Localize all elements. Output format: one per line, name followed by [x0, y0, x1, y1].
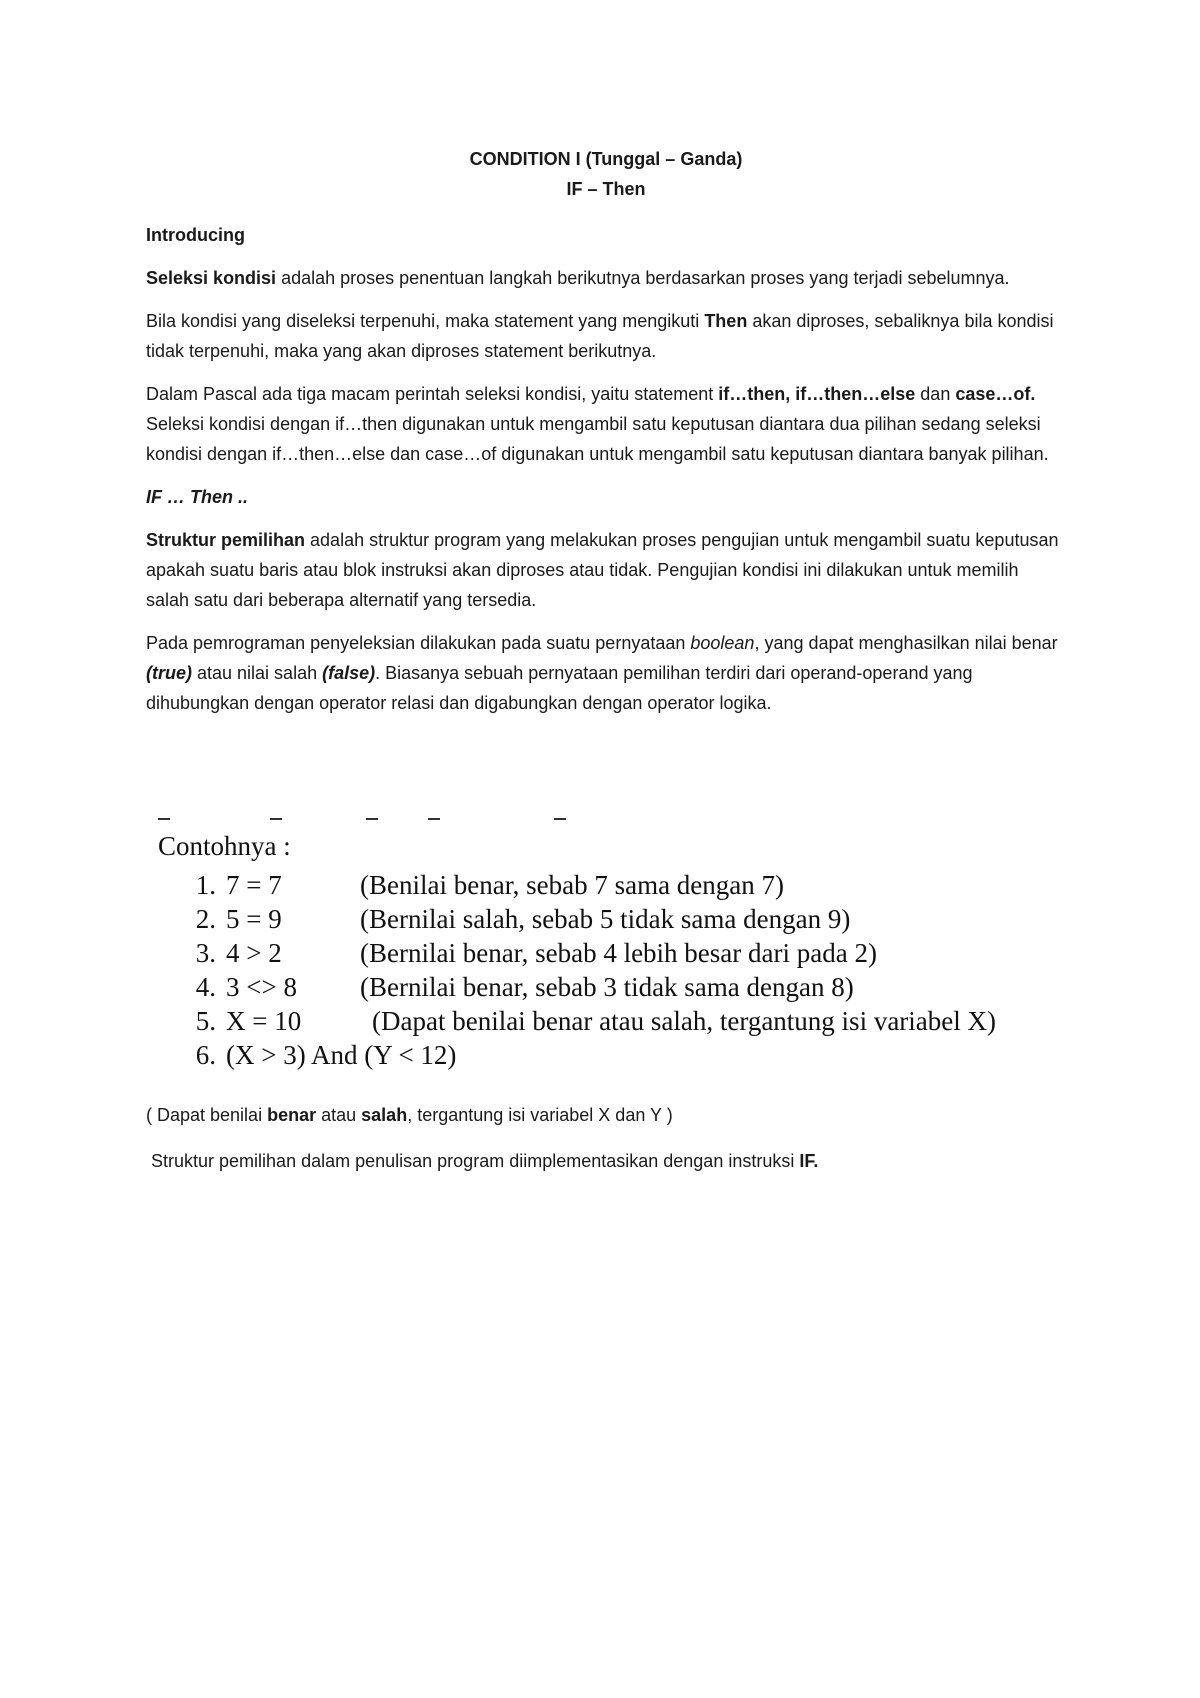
- example-note: (Dapat benilai benar atau salah, tergantung isi variabel X): [372, 1006, 997, 1036]
- example-number: 6.: [195, 1040, 216, 1070]
- bold-term: benar: [267, 1105, 317, 1125]
- section-heading-introducing: Introducing: [146, 225, 245, 245]
- document-body: [146, 140, 1066, 718]
- paragraph-text: Bila kondisi yang diseleksi terpenuhi, maka statement yang mengikuti: [146, 311, 705, 331]
- paragraph-text: atau nilai salah: [192, 663, 323, 683]
- paragraph-seleksi-kondisi: [146, 263, 1066, 293]
- dash-mark: [366, 818, 378, 820]
- paragraph-text: ( Dapat benilai: [146, 1105, 268, 1125]
- example-note: (Bernilai benar, sebab 4 lebih besar dari pada 2): [360, 938, 877, 968]
- italic-term: boolean: [690, 633, 755, 653]
- paragraph-text: , yang dapat menghasilkan nilai benar: [754, 633, 1058, 653]
- paragraph-text: atau: [316, 1105, 362, 1125]
- dash-mark: [428, 818, 440, 820]
- dash-mark: [554, 818, 566, 820]
- bold-italic-term: (true): [146, 663, 192, 683]
- example-note: (Benilai benar, sebab 7 sama dengan 7): [360, 870, 785, 900]
- document-title: CONDITION I (Tunggal – Ganda): [469, 149, 743, 169]
- paragraph-text: . Biasanya sebuah pernyataan pemilihan terdiri dari operand-operand yang dihubungkan dengan operator relasi dan digabungkan dengan operator logika.: [146, 663, 973, 713]
- example-number: 3.: [195, 938, 216, 968]
- bold-term: salah: [361, 1105, 408, 1125]
- example-expression: 7 = 7: [226, 870, 282, 900]
- paragraph-text: Pada pemrograman penyeleksian dilakukan pada suatu pernyataan: [146, 633, 691, 653]
- example-number: 4.: [195, 972, 216, 1002]
- example-number: 5.: [195, 1006, 216, 1036]
- dash-mark: [270, 818, 282, 820]
- example-expression: 4 > 2: [226, 938, 282, 968]
- paragraph-struktur-pemilihan: [146, 525, 1066, 615]
- paragraph-text: dan: [915, 384, 956, 404]
- example-expression: 3 <> 8: [226, 972, 297, 1002]
- bold-italic-term: (false): [322, 663, 376, 683]
- dash-mark: [158, 818, 170, 820]
- paragraph-text: Dalam Pascal ada tiga macam perintah seleksi kondisi, yaitu statement: [146, 384, 719, 404]
- example-expression: (X > 3) And (Y < 12): [226, 1040, 457, 1070]
- section-heading-if-then: IF … Then ..: [146, 487, 248, 507]
- paragraph-bila-kondisi: [146, 306, 1066, 366]
- paragraph-text: akan diproses, sebaliknya bila kondisi tidak terpenuhi, maka yang akan diproses statement berikutnya.: [146, 311, 1054, 361]
- document-subtitle: IF – Then: [566, 179, 646, 199]
- paragraph-text: Struktur pemilihan dalam penulisan program diimplementasikan dengan instruksi: [146, 1151, 800, 1171]
- paragraph-text: , tergantung isi variabel X dan Y ): [407, 1105, 673, 1125]
- bold-term: if…then, if…then…else: [718, 384, 916, 404]
- example-number: 1.: [195, 870, 216, 900]
- paragraph-closing: [146, 1146, 1066, 1176]
- example-title: Contohnya :: [158, 831, 291, 861]
- bold-term: Then: [704, 311, 748, 331]
- paragraph-dalam-pascal: [146, 379, 1066, 469]
- paragraph-pemrograman: [146, 628, 1066, 718]
- example-number: 2.: [195, 904, 216, 934]
- paragraph-dapat-benilai: [146, 1100, 1066, 1130]
- bold-term: Struktur pemilihan: [146, 530, 306, 550]
- bold-term: IF.: [799, 1151, 819, 1171]
- paragraph-text: adalah struktur program yang melakukan proses pengujian untuk mengambil suatu keputusan apakah suatu baris atau blok instruksi akan diproses atau tidak. Pengujian kondisi ini dilakukan untuk memilih salah satu dari beberapa alternatif yang tersedia.: [146, 530, 1059, 610]
- paragraph-text: Seleksi kondisi dengan if…then digunakan untuk mengambil satu keputusan diantara dua pilihan sedang seleksi kondisi dengan if…then…else dan case…of digunakan untuk mengambil satu keputusan diantara banyak pilihan.: [146, 414, 1049, 464]
- example-note: (Bernilai salah, sebab 5 tidak sama dengan 9): [360, 904, 851, 934]
- bold-term: Seleksi kondisi: [146, 268, 277, 288]
- paragraph-text: adalah proses penentuan langkah berikutnya berdasarkan proses yang terjadi sebelumnya.: [276, 268, 1010, 288]
- example-note: (Bernilai benar, sebab 3 tidak sama dengan 8): [360, 972, 854, 1002]
- example-expression: 5 = 9: [226, 904, 282, 934]
- bold-term: case…of.: [955, 384, 1036, 404]
- example-expression: X = 10: [226, 1006, 302, 1036]
- cropped-text-fragment: [150, 818, 580, 826]
